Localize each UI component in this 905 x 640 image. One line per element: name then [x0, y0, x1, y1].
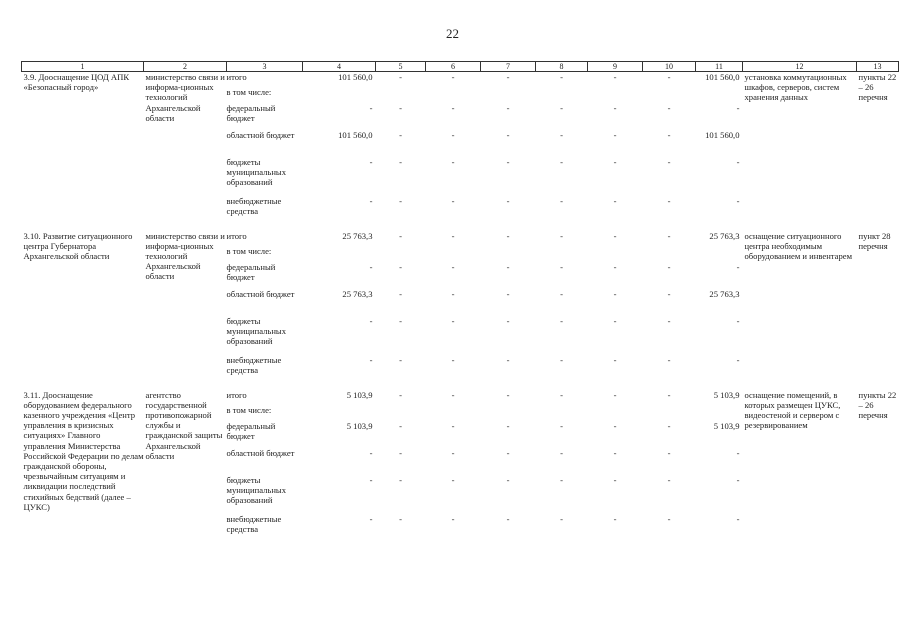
value-c8: -: [560, 195, 563, 206]
expected-result: установка коммутационных шкафов, серверов, систем хранения данных: [744, 72, 847, 103]
value-c10: [643, 87, 696, 103]
value-c7: -: [506, 129, 510, 140]
value-c4: 101 560,0: [338, 72, 373, 82]
funding-source-label: областной бюджет: [226, 288, 295, 299]
funding-source-label: федеральный бюджет: [226, 261, 276, 282]
value-c11: [696, 87, 743, 103]
column-number-9: 9: [588, 62, 643, 72]
value-c9: -: [613, 261, 617, 272]
value-c10: -: [667, 315, 671, 326]
value-c10: -: [667, 156, 671, 167]
value-c8: [536, 246, 588, 262]
value-c4: 25 763,3: [342, 288, 373, 299]
block-spacer: [22, 221, 899, 231]
value-c11: -: [736, 513, 740, 524]
value-c11: -: [736, 315, 740, 326]
value-c5: -: [399, 72, 402, 82]
value-c11: 5 103,9: [713, 420, 740, 431]
value-c4: -: [369, 354, 373, 365]
value-c8: -: [560, 389, 563, 400]
value-c9: -: [613, 102, 617, 113]
value-c8: [536, 405, 588, 421]
value-c4: [303, 87, 376, 103]
value-c5: -: [399, 102, 402, 113]
value-c11: -: [736, 474, 740, 485]
funding-source-label: итого: [226, 72, 247, 82]
value-c4: 101 560,0: [338, 129, 373, 140]
value-c4: -: [369, 102, 373, 113]
value-c8: -: [560, 129, 563, 140]
value-c11: -: [736, 354, 740, 365]
value-c9: -: [613, 129, 617, 140]
value-c11: [696, 405, 743, 421]
page-number: 22: [446, 26, 459, 41]
value-c11: 101 560,0: [705, 129, 740, 140]
column-number-3: 3: [227, 62, 303, 72]
value-c7: [481, 246, 536, 262]
value-c10: -: [667, 288, 671, 299]
value-c9: -: [613, 195, 617, 206]
value-c7: [481, 405, 536, 421]
value-c11: -: [736, 195, 740, 206]
value-c9: -: [613, 72, 617, 82]
value-c5: -: [399, 420, 402, 431]
value-c8: -: [560, 230, 563, 241]
value-c7: -: [506, 261, 510, 272]
value-c4: -: [369, 156, 373, 167]
funding-source-label: федеральный бюджет: [226, 102, 276, 123]
value-c5: -: [399, 315, 402, 326]
value-c10: -: [667, 354, 671, 365]
value-c8: -: [560, 474, 563, 485]
value-c6: -: [451, 513, 455, 524]
column-number-5: 5: [376, 62, 426, 72]
funding-source-label: бюджеты муниципальных образований: [226, 474, 286, 505]
column-number-10: 10: [643, 62, 696, 72]
value-c11: 5 103,9: [713, 389, 740, 400]
value-c9: -: [613, 420, 617, 431]
activity-name: 3.10. Развитие ситуационного центра Губернатора Архангельской области: [23, 230, 133, 261]
value-c9: [588, 405, 643, 421]
activity-name: 3.11. Дооснащение оборудованием федерального казенного учреждения «Центр управления в кризисных ситуациях» Главного управления Министерства Российской Федерации по делам гражданской обороны, чрезвычайным ситуациям и ликвидации последствий стихийных бедствий (далее – ЦУКС): [23, 389, 144, 512]
value-c10: -: [667, 513, 671, 524]
value-c10: -: [667, 389, 671, 400]
funding-source-label: в том числе:: [226, 86, 272, 97]
value-c8: -: [560, 288, 563, 299]
value-c6: -: [451, 315, 455, 326]
funding-row: [22, 72, 899, 87]
value-c6: [426, 405, 481, 421]
column-number-13: 13: [857, 62, 899, 72]
value-c11: 25 763,3: [709, 230, 740, 241]
value-c4: 25 763,3: [342, 230, 373, 241]
value-c9: [588, 87, 643, 103]
funding-source-label: федеральный бюджет: [226, 420, 276, 441]
value-c10: -: [667, 474, 671, 485]
value-c8: -: [560, 513, 563, 524]
reference: пункты 22 – 26 перечня: [858, 389, 897, 420]
value-c7: -: [506, 447, 510, 458]
value-c9: -: [613, 288, 617, 299]
value-c5: -: [399, 261, 402, 272]
column-number-1: 1: [22, 62, 144, 72]
value-c8: -: [560, 102, 563, 113]
value-c10: -: [667, 129, 671, 140]
value-c10: -: [667, 102, 671, 113]
value-c11: 101 560,0: [705, 72, 740, 82]
value-c9: -: [613, 315, 617, 326]
value-c6: -: [451, 474, 455, 485]
column-number-12: 12: [743, 62, 857, 72]
funding-source-label: в том числе:: [226, 245, 272, 256]
value-c5: -: [399, 354, 402, 365]
value-c4: [303, 405, 376, 421]
value-c11: 25 763,3: [709, 288, 740, 299]
value-c6: -: [451, 288, 455, 299]
value-c8: -: [560, 72, 563, 82]
column-number-7: 7: [481, 62, 536, 72]
value-c6: -: [451, 389, 455, 400]
value-c6: -: [451, 354, 455, 365]
column-number-row: [22, 62, 899, 72]
value-c5: -: [399, 129, 402, 140]
funding-source-label: бюджеты муниципальных образований: [226, 156, 286, 187]
value-c10: -: [667, 72, 671, 82]
value-c9: -: [613, 389, 617, 400]
value-c4: 5 103,9: [346, 420, 373, 431]
value-c9: -: [613, 447, 617, 458]
value-c10: -: [667, 230, 671, 241]
value-c7: -: [506, 102, 510, 113]
value-c7: -: [506, 195, 510, 206]
value-c7: -: [506, 230, 510, 241]
value-c6: -: [451, 447, 455, 458]
value-c10: -: [667, 420, 671, 431]
funding-source-label: итого: [226, 230, 247, 241]
value-c7: -: [506, 354, 510, 365]
value-c4: -: [369, 447, 373, 458]
executor-name: министерство связи и информа-ционных технологий Архангельской области: [145, 72, 225, 123]
value-c9: -: [613, 354, 617, 365]
funding-source-label: внебюджетные средства: [226, 195, 282, 216]
value-c6: -: [451, 261, 455, 272]
value-c6: -: [451, 102, 455, 113]
expected-result: оснащение ситуационного центра необходимым оборудованием и инвентарем: [744, 230, 853, 261]
column-number-6: 6: [426, 62, 481, 72]
value-c5: -: [399, 389, 402, 400]
value-c6: -: [451, 230, 455, 241]
value-c10: [643, 246, 696, 262]
value-c11: [696, 246, 743, 262]
value-c5: [376, 405, 426, 421]
value-c5: [376, 87, 426, 103]
value-c4: -: [369, 474, 373, 485]
executor-name: агентство государственной противопожарной службы и гражданской защиты Архангельской области: [145, 389, 223, 461]
value-c5: -: [399, 195, 402, 206]
value-c5: -: [399, 513, 402, 524]
value-c6: [426, 87, 481, 103]
expected-result: оснащение помещений, в которых размещен ЦУКС, видеостеной и сервером с резервированием: [744, 389, 841, 431]
funding-row: [22, 231, 899, 246]
funding-row: [22, 390, 899, 405]
value-c8: [536, 87, 588, 103]
value-c7: -: [506, 420, 510, 431]
value-c8: -: [560, 315, 563, 326]
value-c8: -: [560, 420, 563, 431]
value-c7: -: [506, 72, 510, 82]
value-c11: -: [736, 447, 740, 458]
column-number-11: 11: [696, 62, 743, 72]
value-c7: -: [506, 474, 510, 485]
value-c8: -: [560, 354, 563, 365]
funding-source-label: областной бюджет: [226, 447, 295, 458]
reference: пункты 22 – 26 перечня: [858, 72, 897, 103]
value-c11: -: [736, 156, 740, 167]
block-spacer: [22, 380, 899, 390]
value-c10: -: [667, 261, 671, 272]
value-c9: -: [613, 513, 617, 524]
value-c9: -: [613, 474, 617, 485]
funding-source-label: бюджеты муниципальных образований: [226, 315, 286, 346]
column-number-2: 2: [144, 62, 227, 72]
value-c9: [588, 246, 643, 262]
activity-name: 3.9. Дооснащение ЦОД АПК «Безопасный город»: [23, 72, 130, 93]
funding-source-label: в том числе:: [226, 404, 272, 415]
value-c8: -: [560, 156, 563, 167]
value-c11: -: [736, 102, 740, 113]
value-c6: -: [451, 129, 455, 140]
value-c4: -: [369, 315, 373, 326]
value-c6: -: [451, 420, 455, 431]
value-c4: -: [369, 195, 373, 206]
column-number-8: 8: [536, 62, 588, 72]
value-c10: [643, 405, 696, 421]
value-c5: -: [399, 474, 402, 485]
value-c5: -: [399, 447, 402, 458]
value-c4: [303, 246, 376, 262]
funding-source-label: областной бюджет: [226, 129, 295, 140]
value-c5: -: [399, 288, 402, 299]
value-c5: -: [399, 156, 402, 167]
value-c10: -: [667, 195, 671, 206]
value-c6: -: [451, 156, 455, 167]
value-c7: -: [506, 389, 510, 400]
program-table: [21, 61, 899, 539]
value-c4: -: [369, 513, 373, 524]
value-c7: -: [506, 513, 510, 524]
value-c7: [481, 87, 536, 103]
value-c6: -: [451, 195, 455, 206]
value-c8: -: [560, 447, 563, 458]
value-c4: 5 103,9: [346, 389, 373, 400]
funding-source-label: внебюджетные средства: [226, 354, 282, 375]
funding-source-label: внебюджетные средства: [226, 513, 282, 534]
column-number-4: 4: [303, 62, 376, 72]
reference: пункт 28 перечня: [858, 230, 891, 251]
value-c5: -: [399, 230, 402, 241]
value-c8: -: [560, 261, 563, 272]
value-c9: -: [613, 156, 617, 167]
value-c6: -: [451, 72, 455, 82]
value-c10: -: [667, 447, 671, 458]
value-c6: [426, 246, 481, 262]
value-c11: -: [736, 261, 740, 272]
value-c4: -: [369, 261, 373, 272]
funding-source-label: итого: [226, 389, 247, 400]
value-c7: -: [506, 156, 510, 167]
executor-name: министерство связи и информа-ционных технологий Архангельской области: [145, 230, 225, 282]
value-c9: -: [613, 230, 617, 241]
value-c5: [376, 246, 426, 262]
value-c7: -: [506, 288, 510, 299]
value-c7: -: [506, 315, 510, 326]
